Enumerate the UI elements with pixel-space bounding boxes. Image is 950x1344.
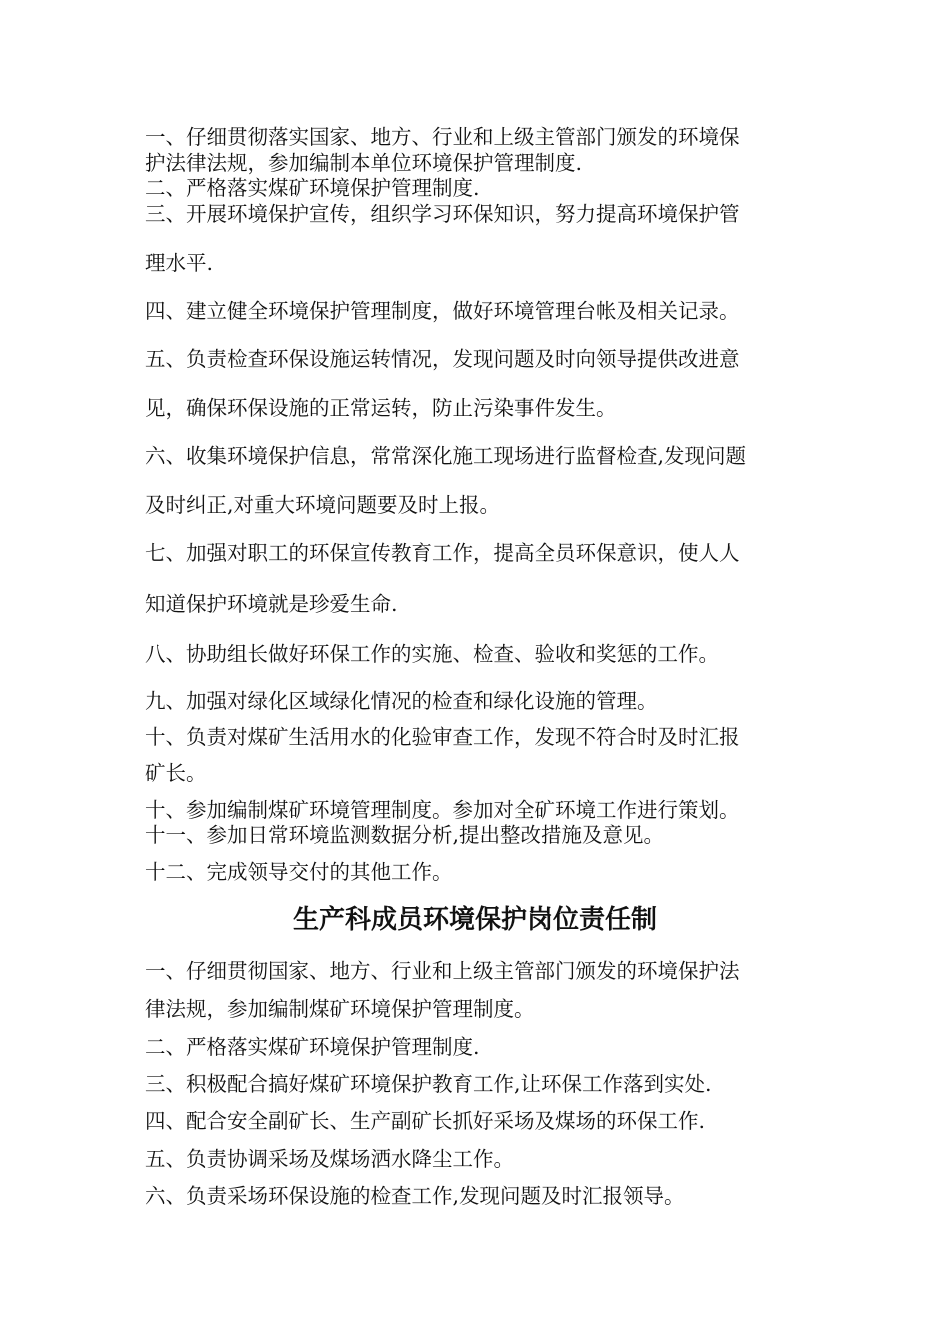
text-line: 八、协助组长做好环保工作的实施、检查、验收和奖惩的工作。 (145, 642, 719, 666)
text-line: 见，确保环保设施的正常运转，防止污染事件发生。 (145, 396, 617, 420)
text-line: 六、负责采场环保设施的检查工作,发现问题及时汇报领导。 (145, 1184, 685, 1208)
text-line: 二、严格落实煤矿环境保护管理制度. (145, 1035, 480, 1059)
text-line: 护法律法规，参加编制本单位环境保护管理制度. (145, 151, 583, 175)
text-line: 一、仔细贯彻国家、地方、行业和上级主管部门颁发的环境保护法 (145, 959, 740, 983)
text-line: 理水平. (145, 251, 214, 275)
text-line: 六、收集环境保护信息，常常深化施工现场进行监督检查,发现问题 (145, 444, 747, 468)
text-line: 及时纠正,对重大环境问题要及时上报。 (145, 493, 501, 517)
text-line: 十二、完成领导交付的其他工作。 (145, 860, 453, 884)
text-line: 七、加强对职工的环保宣传教育工作，提高全员环保意识，使人人 (145, 541, 740, 565)
section-title: 生产科成员环境保护岗位责任制 (292, 905, 657, 935)
text-line: 三、积极配合搞好煤矿环境保护教育工作,让环保工作落到实处. (145, 1072, 712, 1096)
text-line: 二、严格落实煤矿环境保护管理制度. (145, 176, 480, 200)
text-line: 三、开展环境保护宣传，组织学习环保知识，努力提高环境保护管 (145, 202, 740, 226)
text-line: 知道保护环境就是珍爱生命. (145, 592, 398, 616)
text-line: 四、配合安全副矿长、生产副矿长抓好采场及煤场的环保工作. (145, 1109, 706, 1133)
text-line: 律法规，参加编制煤矿环境保护管理制度。 (145, 997, 535, 1021)
text-line: 一、仔细贯彻落实国家、地方、行业和上级主管部门颁发的环境保 (145, 125, 740, 149)
text-line: 十一、参加日常环境监测数据分析,提出整改措施及意见。 (145, 823, 665, 847)
text-line: 五、负责检查环保设施运转情况，发现问题及时向领导提供改进意 (145, 347, 740, 371)
text-line: 九、加强对绿化区域绿化情况的检查和绿化设施的管理。 (145, 689, 658, 713)
text-line: 四、建立健全环境保护管理制度，做好环境管理台帐及相关记录。 (145, 299, 740, 323)
text-line: 矿长。 (145, 761, 207, 785)
text-line: 十、参加编制煤矿环境管理制度。参加对全矿环境工作进行策划。 (145, 798, 740, 822)
text-line: 十、负责对煤矿生活用水的化验审查工作，发现不符合时及时汇报 (145, 725, 740, 749)
text-line: 五、负责协调采场及煤场洒水降尘工作。 (145, 1147, 514, 1171)
